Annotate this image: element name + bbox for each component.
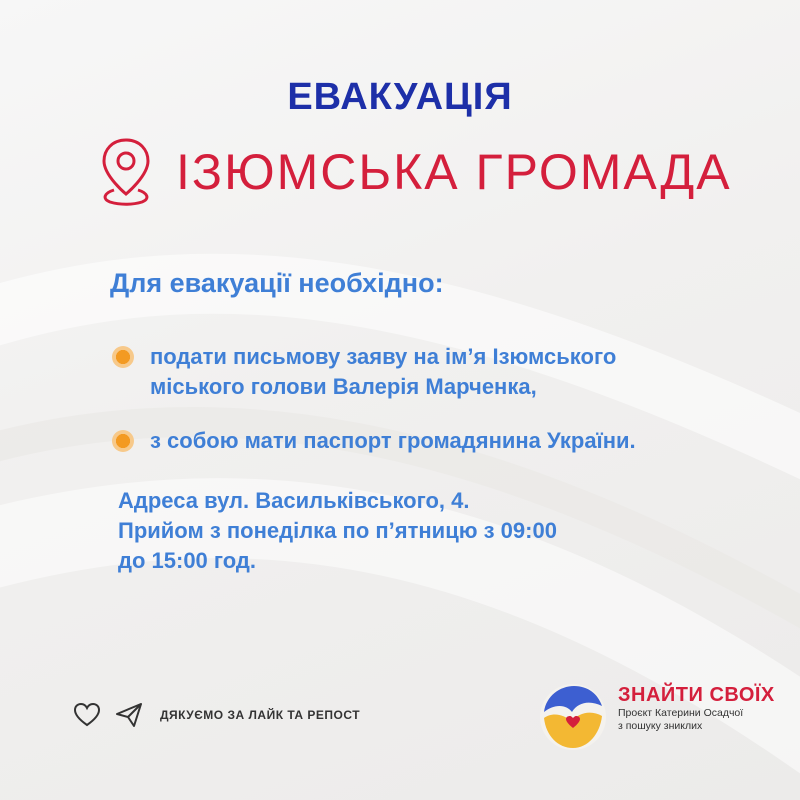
heart-icon[interactable] xyxy=(72,700,102,730)
list-item xyxy=(112,426,636,456)
paper-plane-icon[interactable] xyxy=(114,700,144,730)
requirements-heading: Для евакуації необхідно: xyxy=(110,268,444,298)
thanks-text: ДЯКУЄМО ЗА ЛАЙК ТА РЕПОСТ xyxy=(160,708,361,722)
hands-heart-logo xyxy=(538,682,608,752)
requirement-text: подати письмову заяву на ім’я Ізюмського міського голови Валерія Марченка, xyxy=(150,344,617,399)
brand-name: ЗНАЙТИ СВОЇХ xyxy=(618,684,775,706)
list-item xyxy=(112,342,616,402)
location-pin-icon xyxy=(98,136,154,208)
footer-actions xyxy=(72,700,360,730)
location-header xyxy=(98,132,732,212)
brand-tagline: Проєкт Катерини Осадчої з пошуку зниклих xyxy=(618,707,744,732)
community-name: ІЗЮМСЬКА ГРОМАДА xyxy=(176,144,732,200)
bullet-dot-icon xyxy=(112,346,134,368)
bullet-dot-icon xyxy=(112,430,134,452)
address-block xyxy=(118,486,557,576)
requirement-text: з собою мати паспорт громадянина України. xyxy=(150,428,636,453)
hours-line: Прийом з понеділка по п’ятницю з 09:00 xyxy=(118,518,557,543)
hours-line-end: до 15:00 год. xyxy=(118,548,256,573)
page-title: ЕВАКУАЦІЯ xyxy=(287,76,513,118)
address-line: Адреса вул. Васильківського, 4. xyxy=(118,488,470,513)
brand-block xyxy=(618,684,775,733)
